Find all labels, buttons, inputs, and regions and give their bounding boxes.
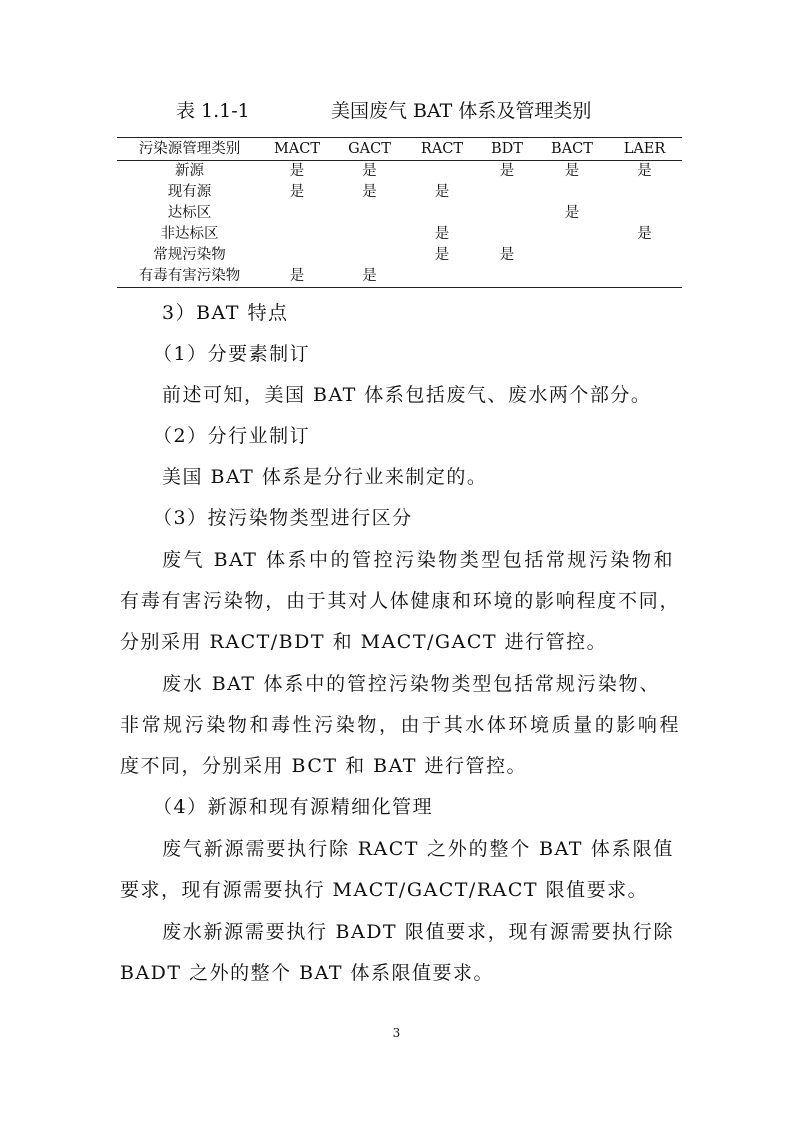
table-cell [262,203,332,224]
table-row [117,224,682,245]
table-cell [607,266,682,288]
row-label: 非达标区 [160,226,219,242]
table-cell: 是 [289,268,305,284]
paragraph-water-line1: 废水 BAT 体系中的管控污染物类型包括常规污染物、 [162,673,660,695]
table-cell [537,224,607,245]
header-ract: RACT [420,141,464,157]
table-row [117,266,682,288]
table-cell [407,203,477,224]
row-label: 现有源 [167,184,212,200]
table-cell [262,224,332,245]
table-cell: 是 [499,163,515,179]
subheading-new-existing-sources: （4）新源和现有源精细化管理 [153,796,434,818]
table-cell [407,161,477,183]
table-header-row [117,138,682,161]
table-cell: 是 [289,184,305,200]
table-row [117,203,682,224]
table-cell [537,266,607,288]
table-cell [477,266,537,288]
subheading-by-pollutant-type: （3）按污染物类型进行区分 [153,507,413,529]
paragraph-water-line2: 非常规污染物和毒性污染物，由于其水体环境质量的影响程 [120,714,680,736]
row-label: 有毒有害污染物 [138,268,241,284]
row-label: 达标区 [167,205,212,221]
section-heading-bat-features: 3）BAT 特点 [162,302,289,324]
table-cell [607,182,682,203]
table-cell [477,182,537,203]
table-title: 美国废气 BAT 体系及管理类别 [331,100,592,122]
paragraph-industry: 美国 BAT 体系是分行业来制定的。 [162,466,488,488]
table-cell: 是 [362,268,377,284]
table-cell [607,245,682,266]
page-number: 3 [392,1026,401,1040]
table-cell: 是 [289,163,305,179]
table-cell [537,245,607,266]
table-row [117,182,682,203]
table-number: 表 1.1-1 [176,100,250,122]
paragraph-air-line1: 废气 BAT 体系中的管控污染物类型包括常规污染物和 [162,549,674,571]
table-row [117,245,682,266]
paragraph-air-line3: 分别采用 RACT/BDT 和 MACT/GACT 进行管控。 [120,631,608,653]
paragraph-air-sources-line1: 废气新源需要执行除 RACT 之外的整个 BAT 体系限值 [162,838,674,860]
subheading-by-industry: （2）分行业制订 [153,425,311,447]
table-cell [262,245,332,266]
table-cell [332,245,407,266]
table-caption [0,96,793,124]
bat-management-table [117,137,682,288]
paragraph-water-line3: 度不同，分别采用 BCT 和 BAT 进行管控。 [120,755,528,777]
table-cell: 是 [434,247,450,263]
table-cell: 是 [564,163,580,179]
table-cell [332,203,407,224]
header-laer: LAER [623,141,666,157]
table-cell [477,224,537,245]
header-bdt: BDT [491,141,523,157]
table-cell: 是 [637,163,652,179]
row-label: 新源 [175,163,204,179]
table-row [117,161,682,183]
header-gact: GACT [348,141,391,157]
table-cell [607,203,682,224]
subheading-by-element: （1）分要素制订 [153,343,311,365]
paragraph-elements: 前述可知，美国 BAT 体系包括废气、废水两个部分。 [162,384,652,406]
table-cell: 是 [564,205,580,221]
header-mact: MACT [273,141,321,157]
table-cell: 是 [434,226,450,242]
table-cell [332,224,407,245]
row-label: 常规污染物 [153,247,226,263]
paragraph-water-sources-line2: BADT 之外的整个 BAT 体系限值要求。 [120,962,495,984]
table-cell [537,182,607,203]
header-category: 污染源管理类别 [138,141,241,157]
header-bact: BACT [551,141,593,157]
paragraph-water-sources-line1: 废水新源需要执行 BADT 限值要求，现有源需要执行除 [162,921,674,943]
table-cell [407,266,477,288]
table-cell [477,203,537,224]
paragraph-air-sources-line2: 要求，现有源需要执行 MACT/GACT/RACT 限值要求。 [120,879,649,901]
paragraph-air-line2: 有毒有害污染物，由于其对人体健康和环境的影响程度不同， [120,590,680,612]
table-cell: 是 [362,184,377,200]
table-cell: 是 [434,184,450,200]
table-cell: 是 [499,247,515,263]
table-cell: 是 [637,226,652,242]
table-cell: 是 [362,163,377,179]
